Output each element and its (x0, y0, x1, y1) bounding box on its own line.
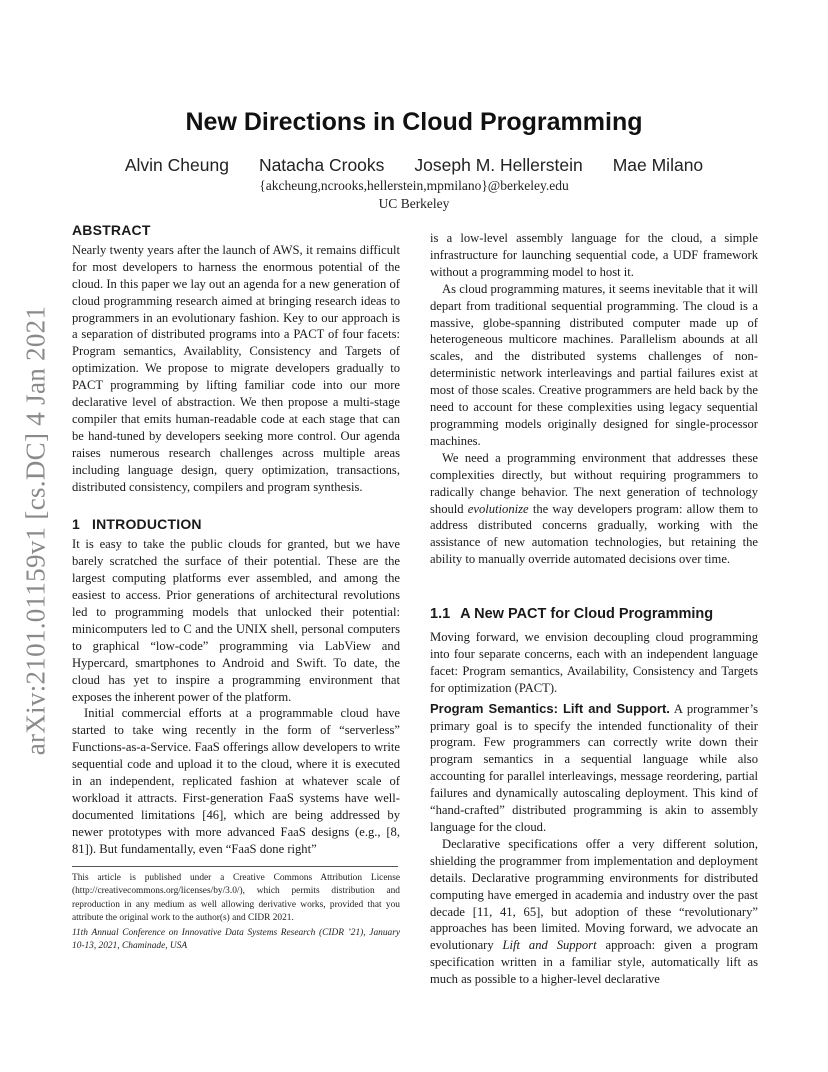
section-heading-introduction (72, 516, 400, 533)
text-run: approach: given a program specification written in a familiar style, automatically lift as much as possible to a higher-level declarative (430, 938, 758, 987)
author-emails: {akcheung,ncrooks,hellerstein,mpmilano}@berkeley.edu (259, 178, 569, 193)
pact-paragraph (430, 701, 758, 836)
emphasis-text: Lift and Support (502, 938, 597, 953)
abstract-text: Nearly twenty years after the launch of AWS, it remains difficult for most developers to harness the enormous potential of the cloud. In this paper we lay out an agenda for a new generation of cloud programming research aimed at bringing research ideas to programmers in an evolutionary fashion. Key to our approach is a separation of distributed programs into a PACT of four facets: Program semantics, Availablity, Consistency and Targets of optimization. We propose to migrate developers gradually to PACT programming by lifting familiar code into our more declarative level of abstraction. We then propose a multi-stage compiler that emits human-readable code at each stage that can be hand-tuned by developers seeking more control. Our agenda raises numerous research challenges across multiple areas including language design, query optimization, transactions, distributed consistency, compilers and program synthesis. (72, 242, 400, 494)
emphasis-text: evolutionize (467, 501, 529, 516)
intro-paragraph: It is easy to take the public clouds for granted, but we have barely scratched the surface of their potential. These are the largest computing platforms ever assembled, and among the easiest to access. Prior generations of architectural revolutions led to programming models that unlocked their potential: minicomputers led to C and the UNIX shell, personal computers to graphical “low-code” programming via LabView and Hypercard, smartphones to Android and Swift. To date, the cloud has yet to inspire a programming environment that exposes the inherent power of the platform. (72, 537, 400, 704)
arxiv-stamp (12, 300, 60, 760)
left-column (72, 222, 400, 858)
runin-heading: Program Semantics: Lift and Support. (430, 700, 670, 716)
arxiv-stamp-text: arXiv:2101.01159v1 [cs.DC] 4 Jan 2021 (20, 305, 51, 755)
text-run: the way developers program: allow them to address distributed concerns gradually, working with the assistance of new automation technologies, but retaining the ability to manually override automated decisions over time. (430, 501, 758, 567)
pact-paragraph (430, 836, 758, 988)
author-name: Alvin Cheung (124, 155, 229, 175)
intro-paragraph: Initial commercial efforts at a programmable cloud have started to take wing recently in the form of “serverless” Functions-as-a-Service. FaaS offerings allow developers to write sequential code and upload it to the cloud, where it is executed in an independent, replicated fashion at whatever scale of workload it attracts. First-generation FaaS systems have well-documented limitations [46], which are being addressed by newer prototypes with more advanced FaaS designs (e.g., [8, 81]). But fundamentally, even “FaaS done right” (72, 706, 400, 856)
author-name: Mae Milano (612, 155, 704, 175)
author-name: Natacha Crooks (258, 155, 385, 175)
conference-info: 11th Annual Conference on Innovative Data Systems Research (CIDR ’21), January 10-13, 2021, Chaminade, USA (72, 927, 400, 952)
subsection-number: 1.1 (430, 606, 451, 623)
footnote (72, 872, 400, 953)
license-notice: This article is published under a Creative Commons Attribution License (http://creativecommons.org/licenses/by/3.0/), which permits distribution and reproduction in any medium as well allowing derivative works, provided that you attribute the original work to the author(s) and CIDR 2021. (72, 873, 400, 924)
pact-paragraph: Moving forward, we envision decoupling cloud programming into four separate concerns, each with an independent language facet: Program semantics, Availability, Consistency and Targets for optimization (PACT). (430, 630, 758, 695)
intro-paragraph: is a low-level assembly language for the cloud, a simple infrastructure for launching sequential code, a UDF framework without a programming model to host it. (430, 231, 758, 279)
intro-paragraph: As cloud programming matures, it seems inevitable that it will depart from traditional sequential programming. The cloud is a massive, globe-spanning distributed computer made up of heterogeneous multicore machines. Parallelism abounds at all scales, and the distributed systems challenges of non-deterministic network interleavings and partial failures exist at most of those scales. Creative programmers are held back by the need to account for these complexities using legacy sequential programming models originally designed for single-processor machines. (430, 281, 758, 448)
author-name: Joseph M. Hellerstein (414, 155, 583, 175)
right-column (430, 230, 758, 988)
abstract-heading: ABSTRACT (72, 222, 151, 238)
text-run: Declarative specifications offer a very different solution, shielding the programmer from implementation and deployment details. Declarative programming environments for distributed computing have emerged in academia and industry over the past decade [11, 41, 65], but adoption of these “revolutionary” approaches has been limited. Moving forward, we advocate an evolutionary (430, 836, 758, 953)
paper-title: New Directions in Cloud Programming (185, 108, 643, 136)
intro-paragraph (430, 450, 758, 568)
subsection-title: A New PACT for Cloud Programming (460, 606, 714, 623)
subsection-heading (430, 606, 758, 623)
footnote-divider (72, 866, 398, 867)
section-title: INTRODUCTION (92, 515, 202, 532)
author-list (0, 155, 828, 176)
text-run: A programmer’s primary goal is to specify the intended functionality of their program. Few programmers can correctly write down their program semantics in a sequential language while also accounting for parallel interleavings, message reordering, partial failures and dynamically autoscaling deployment. This kind of “hand-crafted” distributed programming is akin to assembly language for the cloud. (430, 701, 758, 834)
text-run: We need a programming environment that addresses these complexities directly, but without requiring programmers to radically change behavior. The next generation of technology should (430, 450, 758, 516)
section-number: 1 (72, 515, 80, 532)
author-affiliation: UC Berkeley (378, 196, 450, 211)
